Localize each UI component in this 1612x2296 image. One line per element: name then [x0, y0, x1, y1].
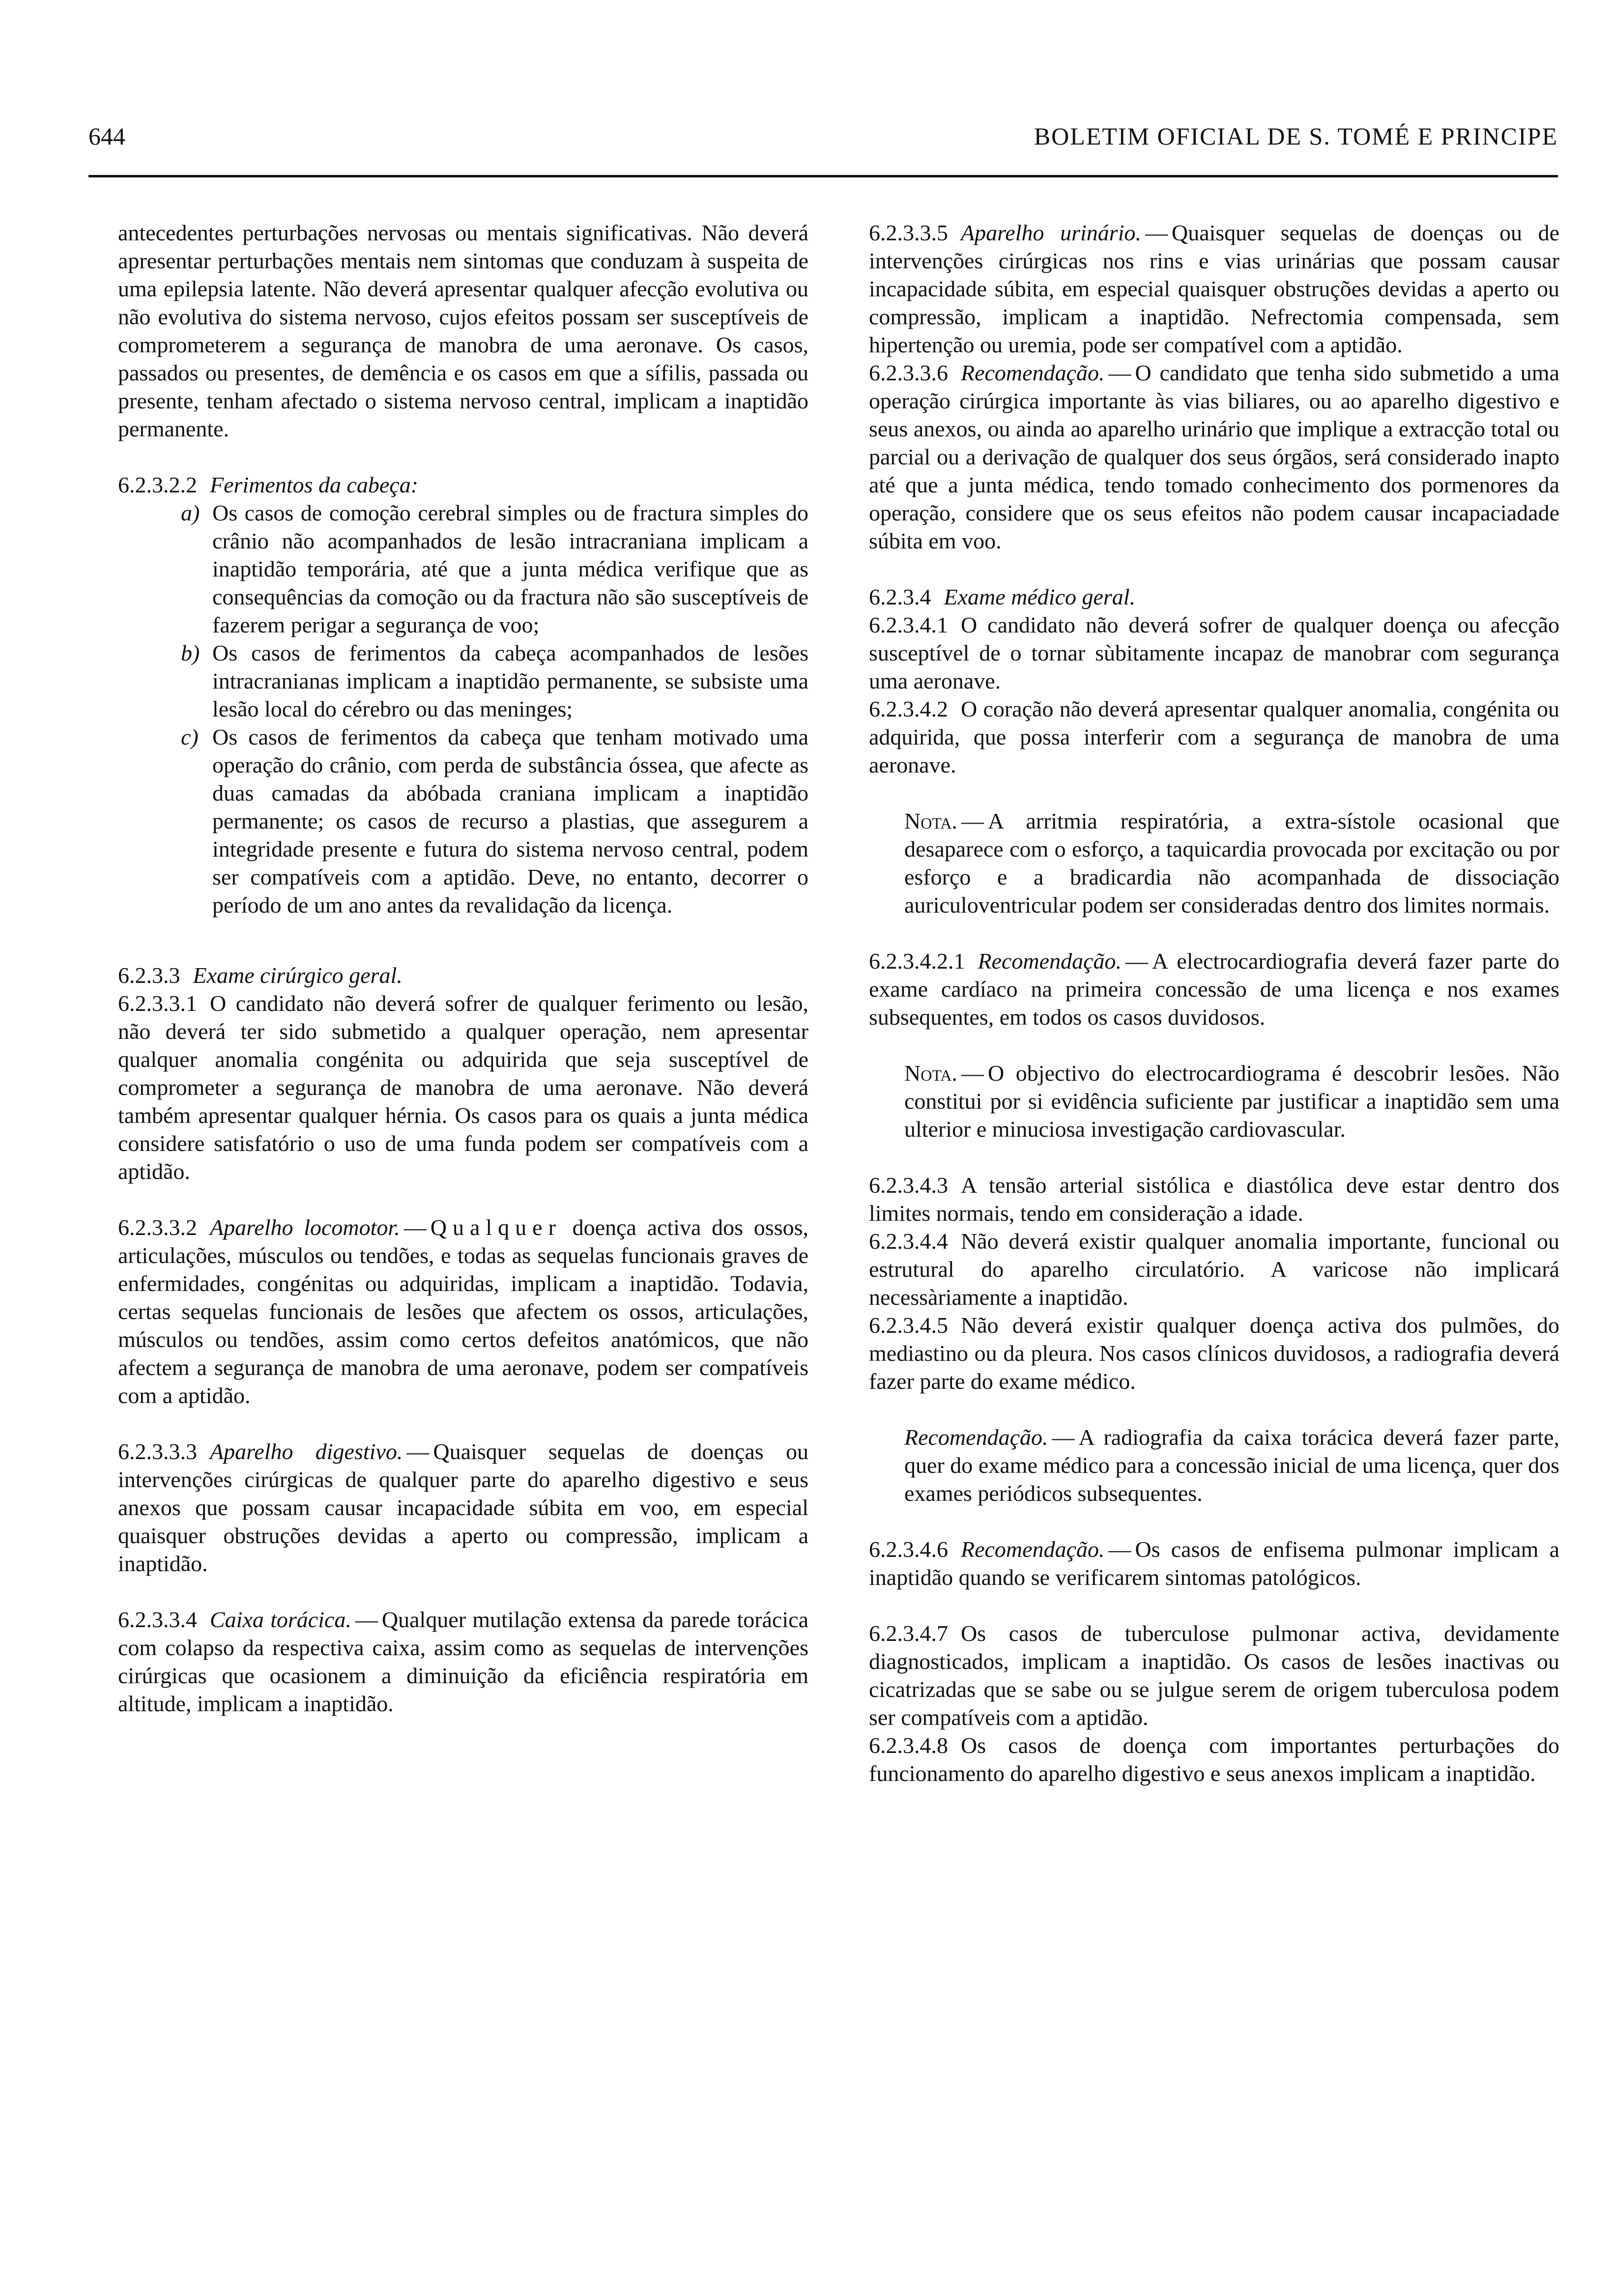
item-label: a): [181, 500, 200, 525]
item-label: c): [181, 724, 199, 749]
section-6-2-3-2-2-heading: [118, 471, 808, 499]
section-text: A tensão arterial sistólica e diastólica deve estar dentro dos limites normais, tendo em consideração a idade.: [869, 1173, 1559, 1226]
page-header: [88, 122, 1558, 166]
section-number: 6.2.3.4.6: [869, 1537, 948, 1562]
section-text: O candidato não deverá sofrer de qualquer doença ou afecção susceptível de o tornar sùbitamente incapaz de manobrar com segurança uma aeronave.: [869, 612, 1559, 693]
section-6-2-3-3-5: 6.2.3.3.5 Aparelho urinário. — Quaisquer sequelas de doenças ou de intervenções cirúrgicas nos rins e vias urinárias que possam causar incapacidade súbita, em especial quaisquer obstruções devidas a aperto ou compressão, implicam a inaptidão. Nefrectomia compensada, sem hipertenção ou uremia, pode ser compatível com a aptidão.: [869, 220, 1559, 357]
section-6-2-3-3-4: 6.2.3.3.4 Caixa torácica. — Qualquer mutilação extensa da parede torácica com colapso da respectiva caixa, assim como as sequelas de intervenções cirúrgicas que ocasionem a diminuição da eficiência respiratória em altitude, implicam a inaptidão.: [118, 1607, 808, 1716]
list-item-b: [118, 639, 808, 723]
section-6-2-3-4-2: [869, 695, 1559, 779]
section-6-2-3-3-3: 6.2.3.3.3 Aparelho digestivo. — Quaisquer sequelas de doenças ou intervenções cirúrgicas de qualquer parte do aparelho digestivo e seus anexos que possam causar incapacidade súbita em voo, em especial quaisquer obstruções devidas a aperto ou compressão, implicam a inaptidão.: [118, 1439, 808, 1576]
item-text: Os casos de comoção cerebral simples ou de fractura simples do crânio não acompanhados de lesão intracraniana implicam a inaptidão temporária, até que a junta médica verifique que as consequências da comoção ou da fractura não são susceptíveis de fazerem perigar a segurança de voo;: [212, 500, 808, 637]
paragraph-nervous-system: antecedentes perturbações nervosas ou mentais significativas. Não deverá apresentar perturbações mentais nem sintomas que conduzam à suspeita de uma epilepsia latente. Não deverá apresentar qualquer afecção evolutiva ou não evolutiva do sistema nervoso, cujos efeitos possam ser susceptíveis de comprometerem a segurança de manobra de uma aeronave. Os casos, passados ou presentes, de demência e os casos em que a sífilis, passada ou presente, tenham afectado o sistema nervoso central, implicam a inaptidão permanente.: [118, 220, 808, 441]
section-title: Caixa torácica.: [210, 1607, 351, 1632]
section-title: Exame médico geral.: [944, 584, 1136, 609]
note-electrocardiogram: Nota. — O objectivo do electrocardiograma é descobrir lesões. Não constitui por si evidência suficiente par justificar a inaptidão sem uma ulterior e minuciosa investigação cardiovascular.: [904, 1061, 1559, 1142]
section-6-2-3-3-1: [118, 989, 808, 1185]
section-lead-word: Qualquer: [430, 1215, 562, 1240]
section-text: Não deverá existir qualquer doença activa dos pulmões, do mediastino ou da pleura. Nos casos clínicos duvidosos, a radiografia deverá fazer parte do exame médico.: [869, 1313, 1559, 1394]
section-text: Qualquer mutilação extensa da parede torácica com colapso da respectiva caixa, assim como as sequelas de intervenções cirúrgicas que ocasionem a diminuição da eficiência respiratória em altitude, implicam a inaptidão.: [118, 1607, 808, 1716]
section-text: O candidato não deverá sofrer de qualquer ferimento ou lesão, não deverá ter sido submetido a qualquer operação, nem apresentar qualquer anomalia congénita ou adquirida que seja susceptível de comprometer a segurança de manobra de uma aeronave. Não deverá também apresentar qualquer hérnia. Os casos para os quais a junta médica considere satisfatório o uso de uma funda podem ser compatíveis com a aptidão.: [118, 991, 808, 1184]
section-number: 6.2.3.3: [118, 963, 180, 988]
section-6-2-3-4-heading: [869, 583, 1559, 611]
section-title: Exame cirúrgico geral.: [193, 963, 403, 988]
section-6-2-3-4-5: [869, 1311, 1559, 1395]
section-title: Recomendação.: [961, 1537, 1105, 1562]
section-number: 6.2.3.3.4: [118, 1607, 197, 1632]
recommendation-text: A radiografia da caixa torácica deverá fazer parte, quer do exame médico para a concessão inicial de uma licença, quer dos exames periódicos subsequentes.: [904, 1425, 1559, 1506]
running-title: BOLETIM OFICIAL DE S. TOMÉ E PRINCIPE: [1034, 122, 1558, 150]
section-6-2-3-4-3: [869, 1171, 1559, 1227]
note-label: Nota.: [904, 808, 957, 833]
note-text: O objectivo do electrocardiograma é descobrir lesões. Não constitui por si evidência suficiente par justificar a inaptidão sem uma ulterior e minuciosa investigação cardiovascular.: [904, 1061, 1559, 1142]
section-number: 6.2.3.4.2: [869, 696, 948, 721]
section-6-2-3-4-1: [869, 611, 1559, 695]
section-number: 6.2.3.3.2: [118, 1215, 197, 1240]
left-column: [118, 219, 808, 1718]
section-title: Aparelho digestivo.: [210, 1439, 403, 1464]
section-text: Os casos de enfisema pulmonar implicam a inaptidão quando se verificarem sintomas patológicos.: [869, 1537, 1559, 1590]
section-6-2-3-4-2-1: 6.2.3.4.2.1 Recomendação. — A electrocardiografia deverá fazer parte do exame cardíaco na primeira concessão de uma licença e nos exames subsequentes, em todos os casos duvidosos.: [869, 948, 1559, 1030]
section-number: 6.2.3.4.3: [869, 1173, 948, 1198]
section-title: Recomendação.: [978, 948, 1122, 974]
section-number: 6.2.3.3.1: [118, 991, 197, 1016]
note-label: Nota.: [904, 1061, 957, 1086]
list-item-a: [118, 499, 808, 639]
section-text: Os casos de doença com importantes perturbações do funcionamento do aparelho digestivo e seus anexos implicam a inaptidão.: [869, 1733, 1559, 1786]
section-6-2-3-3-6: 6.2.3.3.6 Recomendação. — O candidato que tenha sido submetido a uma operação cirúrgica importante às vias biliares, ou ao aparelho digestivo e seus anexos, ou ainda ao aparelho urinário que implique a extracção total ou parcial ou a derivação de qualquer dos seus órgãos, será considerado inapto até que a junta médica, tendo tomado conhecimento dos pormenores da operação, considere que os seus efeitos não podem causar incapaciadade súbita em voo.: [869, 360, 1559, 553]
section-number: 6.2.3.2.2: [118, 472, 197, 497]
section-title: Ferimentos da cabeça:: [210, 472, 419, 497]
section-title: Aparelho locomotor.: [210, 1215, 400, 1240]
section-number: 6.2.3.4.2.1: [869, 948, 965, 974]
section-text: Os casos de tuberculose pulmonar activa, devidamente diagnosticados, implicam a inaptidão. Os casos de lesões inactivas ou cicatrizadas que se sabe ou se julgue serem de origem tuberculosa podem ser compatíveis com a aptidão.: [869, 1621, 1559, 1730]
section-text: A electrocardiografia deverá fazer parte do exame cardíaco na primeira concessão de uma licença e nos exames subsequentes, em todos os casos duvidosos.: [869, 948, 1559, 1030]
section-number: 6.2.3.4.7: [869, 1621, 948, 1646]
section-text: Não deverá existir qualquer anomalia importante, funcional ou estrutural do aparelho circulatório. A varicose não implicará necessàriamente a inaptidão.: [869, 1229, 1559, 1310]
section-text: O coração não deverá apresentar qualquer anomalia, congénita ou adquirida, que possa interferir com a segurança de manobra de uma aeronave.: [869, 696, 1559, 777]
section-number: 6.2.3.3.3: [118, 1439, 197, 1464]
section-text: O candidato que tenha sido submetido a uma operação cirúrgica importante às vias biliares, ou ao aparelho digestivo e seus anexos, ou ainda ao aparelho urinário que implique a extracção total ou parcial ou a derivação de qualquer dos seus órgãos, será considerado inapto até que a junta médica, tendo tomado conhecimento dos pormenores da operação, considere que os seus efeitos não podem causar incapaciadade súbita em voo.: [869, 360, 1559, 553]
item-text: Os casos de ferimentos da cabeça acompanhados de lesões intracranianas implicam a inaptidão permanente, se subsiste uma lesão local do cérebro ou das meninges;: [212, 640, 808, 721]
list-item-c: [118, 723, 808, 919]
item-label: b): [181, 640, 200, 665]
section-text: Quaisquer sequelas de doenças ou de intervenções cirúrgicas nos rins e vias urinárias que possam causar incapacidade súbita, em especial quaisquer obstruções devidas a aperto ou compressão, implicam a inaptidão. Nefrectomia compensada, sem hipertenção ou uremia, pode ser compatível com a aptidão.: [869, 220, 1559, 357]
item-text: Os casos de ferimentos da cabeça que tenham motivado uma operação do crânio, com perda de substância óssea, que afecte as duas camadas da abóbada craniana implicam a inaptidão permanente; os casos de recurso a plastias, que assegurem a integridade presente e futura do sistema nervoso central, podem ser compatíveis com a aptidão. Deve, no entanto, decorrer o período de um ano antes da revalidação da licença.: [212, 724, 808, 918]
recommendation-radiography: Recomendação. — A radiografia da caixa torácica deverá fazer parte, quer do exame médico para a concessão inicial de uma licença, quer dos exames periódicos subsequentes.: [904, 1425, 1559, 1506]
section-title: Recomendação.: [961, 360, 1105, 385]
section-text: Quaisquer sequelas de doenças ou intervenções cirúrgicas de qualquer parte do aparelho digestivo e seus anexos que possam causar incapacidade súbita em voo, em especial quaisquer obstruções devidas a aperto ou compressão, implicam a inaptidão.: [118, 1439, 808, 1576]
section-6-2-3-4-8: [869, 1731, 1559, 1787]
page-number: 644: [88, 122, 125, 150]
section-text: doença activa dos ossos, articulações, músculos ou tendões, e todas as sequelas funcionais graves de enfermidades, congénitas ou adquiridas, implicam a inaptidão. Todavia, certas sequelas funcionais de lesões que afectem os ossos, articulações, músculos ou tendões, assim como certos defeitos anatómicos, que não afectem a segurança de manobra de uma aeronave, podem ser compatíveis com a aptidão.: [118, 1215, 808, 1408]
section-number: 6.2.3.3.5: [869, 220, 948, 245]
section-6-2-3-3-heading: [118, 961, 808, 989]
recommendation-title: Recomendação.: [904, 1425, 1048, 1450]
section-number: 6.2.3.4.1: [869, 612, 948, 637]
header-rule: [88, 175, 1558, 177]
right-column: [869, 219, 1559, 1787]
note-text: A arritmia respiratória, a extra-sístole ocasional que desaparece com o esforço, a taquicardia provocada por excitação ou por esforço e a bradicardia não acompanhada de dissociação auriculoventricular podem ser consideradas dentro dos limites normais.: [904, 808, 1559, 918]
section-6-2-3-4-6: 6.2.3.4.6 Recomendação. — Os casos de enfisema pulmonar implicam a inaptidão quando se verificarem sintomas patológicos.: [869, 1537, 1559, 1590]
section-number: 6.2.3.4.8: [869, 1733, 948, 1758]
section-6-2-3-3-2: 6.2.3.3.2 Aparelho locomotor. — Qualquer doença activa dos ossos, articulações, músculos ou tendões, e todas as sequelas funcionais graves de enfermidades, congénitas ou adquiridas, implicam a inaptidão. Todavia, certas sequelas funcionais de lesões que afectem os ossos, articulações, músculos ou tendões, assim como certos defeitos anatómicos, que não afectem a segurança de manobra de uma aeronave, podem ser compatíveis com a aptidão.: [118, 1215, 808, 1408]
note-arrhythmia: Nota. — A arritmia respiratória, a extra-sístole ocasional que desaparece com o esforço, a taquicardia provocada por excitação ou por esforço e a bradicardia não acompanhada de dissociação auriculoventricular podem ser consideradas dentro dos limites normais.: [904, 808, 1559, 918]
section-6-2-3-4-4: [869, 1227, 1559, 1311]
section-number: 6.2.3.3.6: [869, 360, 948, 385]
section-number: 6.2.3.4.5: [869, 1313, 948, 1338]
section-number: 6.2.3.4.4: [869, 1229, 948, 1254]
section-6-2-3-4-7: [869, 1619, 1559, 1731]
section-title: Aparelho urinário.: [961, 220, 1141, 245]
section-number: 6.2.3.4: [869, 584, 931, 609]
